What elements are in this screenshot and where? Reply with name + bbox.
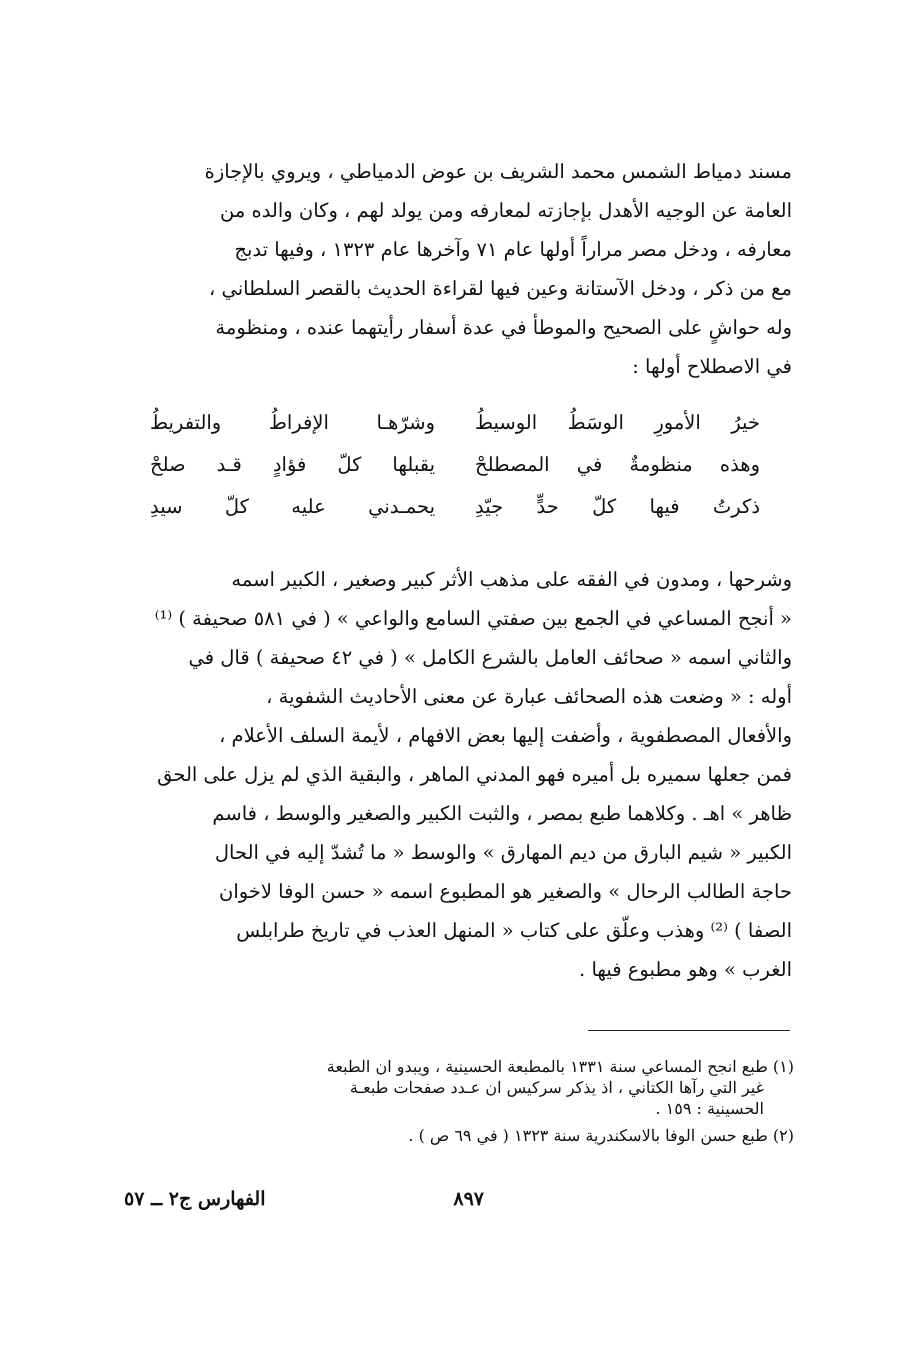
footnotes	[118, 1056, 794, 1146]
verse-hemistich-second: يحمـدني عليه كلّ سيدِ	[150, 495, 435, 518]
text-line: والثاني اسمه « صحائف العامل بالشرع الكامل » ( في ٤٢ صحيفة ) قال في	[188, 646, 792, 669]
footnote-line: (٢) طبع حسن الوفا بالاسكندرية سنة ١٣٢٣ ( في ٦٩ ص ) .	[408, 1126, 794, 1145]
verse-row	[150, 402, 760, 444]
text-line: وشرحها ، ومدون في الفقه على مذهب الأثر كبير وصغير ، الكبير اسمه	[231, 568, 792, 591]
text-line: وله حواشٍ على الصحيح والموطأ في عدة أسفار رأيتهما عنده ، ومنظومة	[215, 316, 792, 339]
paragraph-works	[118, 560, 792, 989]
verse-row	[150, 486, 760, 528]
text-line: ظاهر » اهـ . وكلاهما طبع بمصر ، والثبت الكبير والصغير والوسط ، فاسم	[212, 802, 792, 825]
poem-verses	[150, 402, 760, 528]
verse-hemistich-first: خيرُ الأمورِ الوسَطُ الوسيطُ	[475, 411, 760, 434]
text-line: أوله : « وضعت هذه الصحائف عبارة عن معنى الأحاديث الشفوية ،	[266, 685, 792, 708]
text-line: « أنجح المساعي في الجمع بين صفتي السامع والواعي » ( في ٥٨١ صحيفة ) ⁽¹⁾	[154, 607, 792, 630]
page-number: ٨٩٧	[453, 1188, 484, 1210]
text-line: في الاصطلاح أولها :	[632, 355, 792, 378]
verse-hemistich-second: وشرّهـا الإفراطُ والتفريطُ	[150, 411, 435, 434]
text-line: العامة عن الوجيه الأهدل بإجازته لمعارفه ومن يولد لهم ، وكان والده من	[219, 199, 792, 222]
text-line: والأفعال المصطفوية ، وأضفت إليها بعض الافهام ، لأيمة السلف الأعلام ،	[219, 724, 792, 747]
text-line: الغرب » وهو مطبوع فيها .	[579, 958, 792, 981]
footnote-line: (١) طبع انجح المساعي سنة ١٣٣١ بالمطبعة الحسينية ، ويبدو ان الطبعة	[326, 1057, 794, 1076]
verse-hemistich-second: يقبلها كلّ فؤادٍ قـد صلحْ	[150, 453, 435, 476]
verse-hemistich-first: وهذه منظومةٌ في المصطلحْ	[475, 453, 760, 476]
page-footer	[118, 1188, 794, 1218]
verse-row	[150, 444, 760, 486]
footnote-line: غير التي رآها الكتاني ، اذ يذكر سركيس ان عـدد صفحات طبعـة	[349, 1078, 764, 1097]
text-line: حاجة الطالب الرحال » والصغير هو المطبوع اسمه « حسن الوفا لاخوان	[219, 880, 792, 903]
verse-hemistich-first: ذكرتُ فيها كلّ حدٍّ جيّدِ	[475, 495, 760, 518]
text-line: معارفه ، ودخل مصر مراراً أولها عام ٧١ وآخرها عام ١٣٢٣ ، وفيها تدبج	[234, 238, 792, 261]
footnote-separator	[588, 1030, 790, 1031]
text-line: فمن جعلها سميره بل أميره فهو المدني الماهر ، والبقية الذي لم يزل على الحق	[157, 763, 792, 786]
footnote-line: الحسينية : ١٥٩ .	[655, 1099, 764, 1118]
signature-mark: الفهارس ج٢ ــ ٥٧	[124, 1188, 266, 1210]
text-line: الصفا ) ⁽²⁾ وهذب وعلّق على كتاب « المنهل العذب في تاريخ طرابلس	[236, 919, 792, 942]
text-line: الكبير « شيم البارق من ديم المهارق » والوسط « ما تُشدّ إليه في الحال	[214, 841, 792, 864]
text-line: مسند دمياط الشمس محمد الشريف بن عوض الدمياطي ، ويروي بالإجازة	[204, 160, 792, 183]
text-line: مع من ذكر ، ودخل الآستانة وعين فيها لقراءة الحديث بالقصر السلطاني ،	[208, 277, 792, 300]
paragraph-biography	[118, 152, 792, 386]
